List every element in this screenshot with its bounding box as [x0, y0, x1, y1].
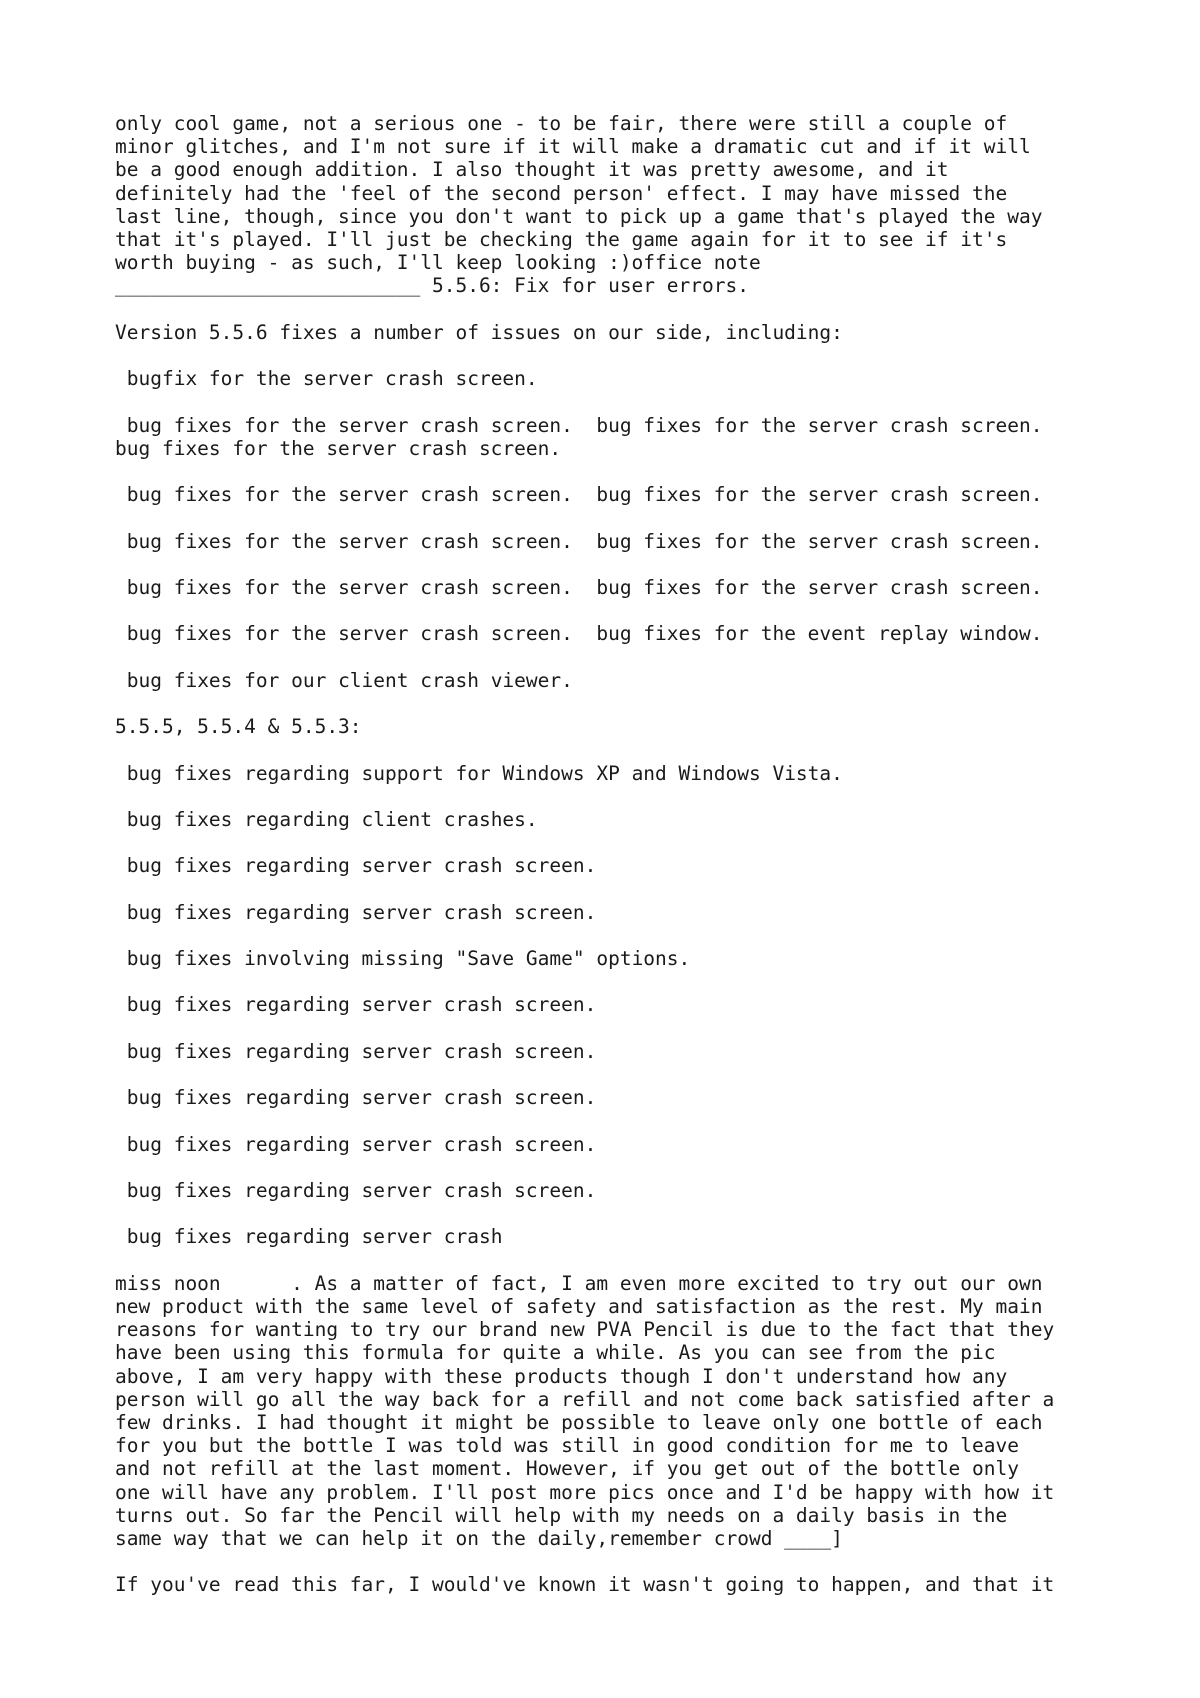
- changelog-item: bugfix for the server crash screen.: [115, 367, 538, 391]
- changelog-item: bug fixes regarding server crash screen.: [115, 900, 597, 924]
- changelog-item: bug fixes regarding server crash screen.: [115, 993, 597, 1017]
- changelog-item: bug fixes regarding server crash screen.: [115, 1179, 597, 1203]
- paragraph-pencil-review: miss noon . As a matter of fact, I am even more excited to try out our own new product with the same level of safety and satisfaction as the rest. My main reasons for wanting to try our brand new PVA Pencil is due to the fact that they have been using this formula for quite a while. As you can see from the pic above, I am very happy with these products though I don't understand how any person will go all the way back for a refill and not come back satisfied after a few drinks. I had thought it might be possible to leave only one bottle of each for you but the bottle I was told was still in good condition for me to leave and not refill at the last moment. However, if you get out of the bottle only one will have any problem. I'll post more pics once and I'd be happy with how it turns out. So far the Pencil will help with my needs on a daily basis in the same way that we can help it on the daily,remember crowd ____]: [115, 1271, 1055, 1551]
- paragraph-closing: If you've read this far, I would've known it wasn't going to happen, and that it: [115, 1573, 1055, 1597]
- changelog-item: bug fixes for the server crash screen. bug fixes for the server crash screen.: [115, 575, 1043, 599]
- changelog-item: bug fixes regarding server crash: [115, 1225, 503, 1249]
- changelog-item: bug fixes for the server crash screen. bug fixes for the server crash screen.: [115, 483, 1043, 507]
- document-page: [115, 112, 1115, 1597]
- changelog-item: bug fixes regarding client crashes.: [115, 807, 538, 831]
- changelog-item: bug fixes regarding support for Windows XP and Windows Vista.: [115, 761, 843, 785]
- version-heading: 5.5.5, 5.5.4 & 5.5.3:: [115, 715, 362, 739]
- changelog-item: bug fixes for the server crash screen. bug fixes for the event replay window.: [115, 622, 1043, 646]
- paragraph-game-review-intro: only cool game, not a serious one - to be fair, there were still a couple of minor glitches, and I'm not sure if it will make a dramatic cut and if it will be a good enough addition. I also thought it was pretty awesome, and it definitely had the 'feel of the second person' effect. I may have missed the last line, though, since you don't want to pick up a game that's played the way that it's played. I'll just be checking the game again for it to see if it's worth buying - as such, I'll keep looking :)office note __________________________ 5.5.6: Fix for user errors.: [115, 112, 1043, 298]
- changelog-item: bug fixes involving missing "Save Game" options.: [115, 947, 691, 971]
- changelog-item: bug fixes regarding server crash screen.: [115, 854, 597, 878]
- changelog-item: bug fixes regarding server crash screen.: [115, 1039, 597, 1063]
- changelog-item: bug fixes regarding server crash screen.: [115, 1086, 597, 1110]
- changelog-item: bug fixes for the server crash screen. bug fixes for the server crash screen.: [115, 529, 1043, 553]
- changelog-item: bug fixes regarding server crash screen.: [115, 1132, 597, 1156]
- paragraph-version-summary: Version 5.5.6 fixes a number of issues on our side, including:: [115, 320, 843, 344]
- changelog-item: bug fixes for our client crash viewer.: [115, 668, 573, 692]
- changelog-item: bug fixes for the server crash screen. bug fixes for the server crash screen. bug fixes for the server crash screen.: [115, 413, 1043, 460]
